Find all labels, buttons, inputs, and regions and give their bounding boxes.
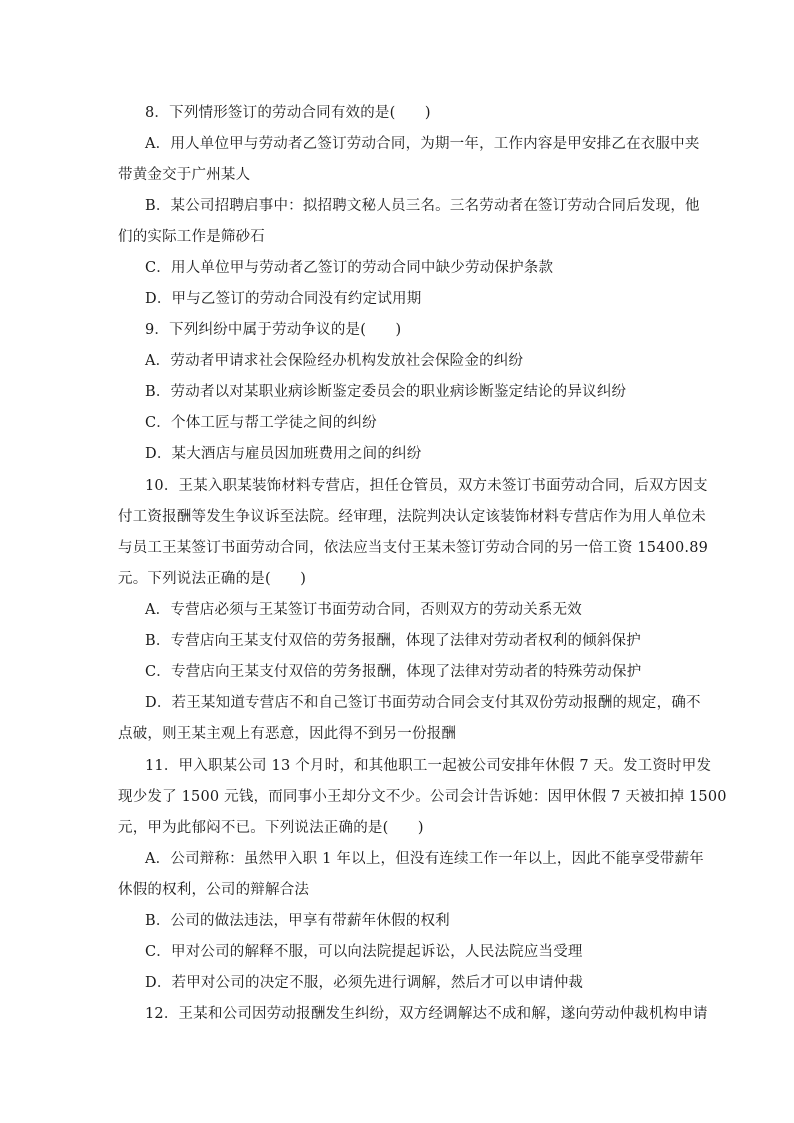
question-11-option-b: B．公司的做法违法，甲享有带薪年休假的权利 <box>145 913 450 929</box>
question-8-option-a-cont: 带黄金交于广州某人 <box>118 167 251 183</box>
question-9-option-b: B．劳动者以对某职业病诊断鉴定委员会的职业病诊断鉴定结论的异议纠纷 <box>145 384 627 400</box>
question-12-stem: 12．王某和公司因劳动报酬发生纠纷，双方经调解达不成和解，遂向劳动仲裁机构申请 <box>145 1006 708 1022</box>
question-11-stem-cont-2: 元，甲为此郁闷不已。下列说法正确的是( ) <box>118 820 424 836</box>
question-10-stem-cont-2: 与员工王某签订书面劳动合同，依法应当支付王某未签订劳动合同的另一倍工资 15400.89 <box>118 540 709 556</box>
question-11-option-d: D．若甲对公司的决定不服，必须先进行调解，然后才可以申请仲裁 <box>145 975 584 991</box>
question-9-option-c: C．个体工匠与帮工学徒之间的纠纷 <box>145 415 377 431</box>
question-8-option-d: D．甲与乙签订的劳动合同没有约定试用期 <box>145 291 422 307</box>
question-10-option-b: B．专营店向王某支付双倍的劳务报酬，体现了法律对劳动者权利的倾斜保护 <box>145 633 641 649</box>
question-8-stem: 8．下列情形签订的劳动合同有效的是( ) <box>145 105 431 121</box>
question-10-option-a: A．专营店必须与王某签订书面劳动合同，否则双方的劳动关系无效 <box>145 602 582 618</box>
question-10-option-d-cont: 点破，则王某主观上有恶意，因此得不到另一份报酬 <box>118 726 457 742</box>
question-10-stem-cont-1: 付工资报酬等发生争议诉至法院。经审理，法院判决认定该装饰材料专营店作为用人单位未 <box>118 509 706 525</box>
question-9-option-a: A．劳动者甲请求社会保险经办机构发放社会保险金的纠纷 <box>145 353 524 369</box>
question-8-option-b: B．某公司招聘启事中：拟招聘文秘人员三名。三名劳动者在签订劳动合同后发现，他 <box>145 198 700 214</box>
question-8-option-a: A．用人单位甲与劳动者乙签订劳动合同，为期一年，工作内容是甲安排乙在衣服中夹 <box>145 136 700 152</box>
question-11-stem-cont-1: 现少发了 1500 元钱，而同事小王却分文不少。公司会计告诉她：因甲休假 7 天被扣掉 1500 <box>118 789 727 805</box>
question-11-stem: 11．甲入职某公司 13 个月时，和其他职工一起被公司安排年休假 7 天。发工资时甲发 <box>145 758 712 774</box>
question-10-option-d: D．若王某知道专营店不和自己签订书面劳动合同会支付其双份劳动报酬的规定，确不 <box>145 695 701 711</box>
question-11-option-c: C．甲对公司的解释不服，可以向法院提起诉讼，人民法院应当受理 <box>145 944 583 960</box>
question-9-option-d: D．某大酒店与雇员因加班费用之间的纠纷 <box>145 446 422 462</box>
question-10-stem: 10．王某入职某装饰材料专营店，担任仓管员，双方未签订书面劳动合同，后双方因支 <box>145 478 708 494</box>
question-11-option-a-cont: 休假的权利，公司的辩解合法 <box>118 882 310 898</box>
question-9-stem: 9．下列纠纷中属于劳动争议的是( ) <box>145 322 402 338</box>
question-8-option-b-cont: 们的实际工作是筛砂石 <box>118 229 265 245</box>
question-10-stem-cont-3: 元。下列说法正确的是( ) <box>118 571 307 587</box>
question-8-option-c: C．用人单位甲与劳动者乙签订的劳动合同中缺少劳动保护条款 <box>145 260 554 276</box>
question-11-option-a: A．公司辩称：虽然甲入职 1 年以上，但没有连续工作一年以上，因此不能享受带薪年 <box>145 851 704 867</box>
question-10-option-c: C．专营店向王某支付双倍的劳务报酬，体现了法律对劳动者的特殊劳动保护 <box>145 664 642 680</box>
